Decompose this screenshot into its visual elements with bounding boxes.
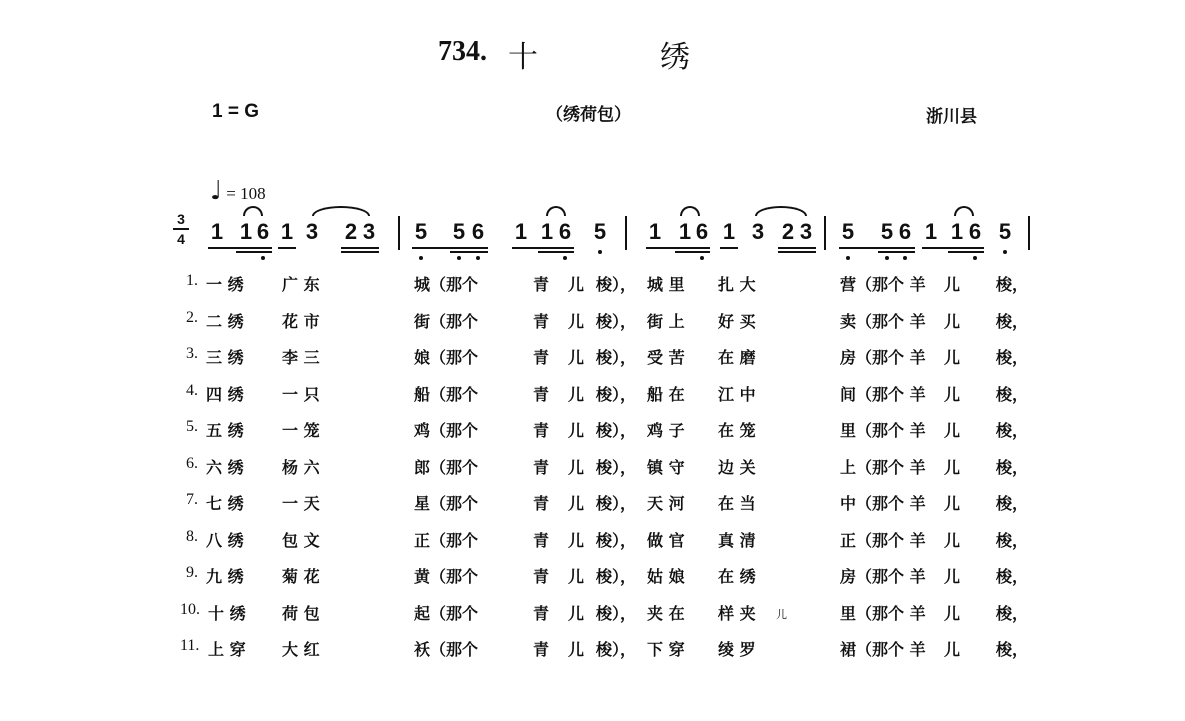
- beam-line: [839, 247, 915, 249]
- tempo-marking: [210, 178, 266, 204]
- beam-line: [450, 251, 488, 253]
- verse-row-2: [0, 305, 1185, 342]
- verse-number: 5.: [186, 418, 198, 435]
- lyric-c: 正: [414, 530, 431, 550]
- lyric-refrain2-suo: 梭，: [996, 640, 1029, 659]
- beam-line: [778, 251, 816, 253]
- note: 3: [362, 219, 376, 244]
- lyric-a: 三 绣: [206, 348, 244, 367]
- lyric-refrain2-suo: 梭，: [996, 567, 1029, 586]
- lyric-b: 荷 包: [282, 603, 320, 623]
- slur-arc: [312, 206, 370, 216]
- lyric-j: 间: [840, 384, 857, 404]
- verse-row-8: [0, 524, 1185, 561]
- verse-row-9: [0, 560, 1185, 597]
- low-octave-dot: [261, 256, 265, 260]
- verse-number: 4.: [186, 381, 198, 399]
- low-octave-dot: [563, 256, 567, 260]
- lyric-h: 镇 守: [647, 457, 685, 477]
- lyric-h: 姑 娘: [647, 567, 685, 586]
- song-number: 734.: [438, 36, 487, 67]
- jianpu-staff: [0, 220, 1185, 270]
- lyric-refrain2-er: 儿: [944, 421, 961, 440]
- note: 5: [880, 219, 894, 244]
- verse-row-6: [0, 451, 1185, 488]
- lyric-c: 鸡: [414, 421, 431, 440]
- beam-line: [412, 247, 488, 249]
- lyric-b: 菊 花: [282, 567, 320, 586]
- lyric-refrain2-er: 儿: [944, 640, 961, 659]
- lyric-c: 星: [414, 494, 431, 513]
- song-title-part2: 绣: [660, 40, 690, 75]
- lyric-i: 样 夹: [718, 603, 756, 623]
- beam-line: [208, 247, 272, 249]
- lyric-c: 娘: [414, 348, 431, 367]
- lyric-h: 鸡 子: [647, 421, 685, 440]
- lyric-refrain2: （那个 羊: [856, 311, 926, 331]
- verse-row-5: [0, 414, 1185, 451]
- lyric-h: 城 里: [647, 275, 685, 294]
- beam-line: [646, 247, 710, 249]
- lyric-c: 黄: [414, 567, 431, 586]
- note: 5: [998, 219, 1012, 244]
- bar-line: [824, 216, 826, 250]
- lyric-refrain-er: 儿: [568, 457, 585, 477]
- lyric-refrain2-suo: 梭，: [996, 384, 1029, 404]
- note: 5: [593, 219, 607, 244]
- lyric-j: 裙: [840, 640, 857, 659]
- beam-line: [778, 247, 816, 249]
- slur-arc: [680, 206, 700, 216]
- slur-arc: [243, 206, 263, 216]
- note: 3: [799, 219, 813, 244]
- lyric-refrain-suo: 梭），: [596, 530, 637, 550]
- lyric-refrain2-suo: 梭，: [996, 494, 1029, 513]
- lyric-b: 一 笼: [282, 421, 320, 440]
- verse-number: 7.: [186, 491, 198, 508]
- lyric-c: 船: [414, 384, 431, 404]
- lyric-b: 花 市: [282, 311, 320, 331]
- lyric-c: 袄: [414, 640, 431, 659]
- lyric-refrain-er: 儿: [568, 311, 585, 331]
- lyric-refrain2-er: 儿: [944, 603, 961, 623]
- verse-row-7: [0, 487, 1185, 524]
- lyric-refrain2-er: 儿: [944, 530, 961, 550]
- lyric-i: 好 买: [718, 311, 756, 331]
- lyric-refrain-suo: 梭），: [596, 384, 637, 404]
- lyric-refrain-qing: 青: [533, 348, 550, 367]
- lyric-refrain2: （那个 羊: [856, 348, 926, 367]
- tempo-value: = 108: [226, 184, 266, 203]
- lyric-refrain-suo: 梭），: [596, 640, 637, 659]
- lyric-refrain2: （那个 羊: [856, 494, 926, 513]
- quarter-note-icon: ♩: [210, 176, 223, 206]
- lyric-refrain-er: 儿: [568, 603, 585, 623]
- lyric-refrain: （那个: [430, 457, 479, 477]
- lyric-i-small: 儿: [776, 607, 787, 621]
- verse-number: 9.: [186, 564, 198, 581]
- low-octave-dot: [973, 256, 977, 260]
- verse-row-1: [0, 268, 1185, 305]
- lyric-refrain-er: 儿: [568, 348, 585, 367]
- lyric-refrain2-suo: 梭，: [996, 603, 1029, 623]
- lyric-refrain-qing: 青: [533, 530, 550, 550]
- note: 6: [256, 219, 270, 244]
- beam-line: [675, 251, 710, 253]
- note: 3: [751, 219, 765, 244]
- lyric-refrain: （那个: [430, 311, 479, 331]
- note: 1: [924, 219, 938, 244]
- verse-row-4: [0, 378, 1185, 415]
- beam-line: [720, 247, 738, 249]
- lyric-refrain-suo: 梭），: [596, 603, 637, 623]
- lyric-refrain-er: 儿: [568, 494, 585, 513]
- lyric-j: 房: [840, 567, 857, 586]
- lyric-refrain: （那个: [430, 603, 479, 623]
- beam-line: [236, 251, 272, 253]
- bar-line: [1028, 216, 1030, 250]
- verse-number: 10.: [180, 600, 200, 618]
- note: 5: [841, 219, 855, 244]
- beam-line: [538, 251, 574, 253]
- lyric-h: 船 在: [647, 384, 685, 404]
- lyric-j: 房: [840, 348, 857, 367]
- lyric-b: 一 天: [282, 494, 320, 513]
- lyric-b: 包 文: [282, 530, 320, 550]
- lyric-refrain-suo: 梭），: [596, 275, 637, 294]
- lyric-refrain2: （那个 羊: [856, 457, 926, 477]
- lyric-refrain2-suo: 梭，: [996, 421, 1029, 440]
- lyric-refrain2-suo: 梭，: [996, 275, 1029, 294]
- lyric-c: 起: [414, 603, 431, 623]
- lyric-a: 七 绣: [206, 494, 244, 513]
- beam-line: [922, 247, 984, 249]
- slur-arc: [546, 206, 566, 216]
- lyric-refrain-er: 儿: [568, 384, 585, 404]
- lyric-refrain-qing: 青: [533, 640, 550, 659]
- note: 5: [452, 219, 466, 244]
- note: 6: [695, 219, 709, 244]
- verse-number: 3.: [186, 345, 198, 362]
- slur-arc: [954, 206, 974, 216]
- lyric-refrain-suo: 梭），: [596, 494, 637, 513]
- low-octave-dot: [700, 256, 704, 260]
- lyric-refrain2-suo: 梭，: [996, 457, 1029, 477]
- lyric-refrain-er: 儿: [568, 421, 585, 440]
- low-octave-dot: [846, 256, 850, 260]
- low-octave-dot: [419, 256, 423, 260]
- lyric-refrain2-er: 儿: [944, 275, 961, 294]
- lyric-j: 营: [840, 275, 857, 294]
- note: 3: [305, 219, 319, 244]
- verse-number: 1.: [186, 272, 198, 289]
- time-signature-denominator: 4: [177, 231, 185, 247]
- note: 1: [514, 219, 528, 244]
- lyric-refrain-qing: 青: [533, 421, 550, 440]
- lyric-a: 二 绣: [206, 311, 244, 331]
- lyric-a: 四 绣: [206, 384, 244, 404]
- beam-line: [341, 247, 379, 249]
- lyric-refrain2-suo: 梭，: [996, 530, 1029, 550]
- beam-line: [341, 251, 379, 253]
- lyric-c: 街: [414, 311, 431, 331]
- lyric-a: 十 绣: [208, 603, 246, 623]
- note: 1: [210, 219, 224, 244]
- lyric-refrain2-er: 儿: [944, 457, 961, 477]
- lyric-i: 绫 罗: [718, 640, 756, 659]
- lyric-i: 在 当: [718, 494, 756, 513]
- lyric-refrain2-er: 儿: [944, 567, 961, 586]
- low-octave-dot: [476, 256, 480, 260]
- lyric-refrain-qing: 青: [533, 457, 550, 477]
- note: 1: [239, 219, 253, 244]
- low-octave-dot: [1003, 250, 1007, 254]
- lyric-refrain2-er: 儿: [944, 311, 961, 331]
- lyric-b: 杨 六: [282, 457, 320, 477]
- note: 1: [648, 219, 662, 244]
- lyric-refrain2: （那个 羊: [856, 421, 926, 440]
- time-signature-numerator: 3: [177, 211, 185, 227]
- lyric-c: 郎: [414, 457, 431, 477]
- lyric-a: 五 绣: [206, 421, 244, 440]
- lyric-refrain-qing: 青: [533, 275, 550, 294]
- lyric-refrain: （那个: [430, 640, 479, 659]
- lyric-refrain: （那个: [430, 494, 479, 513]
- note: 6: [898, 219, 912, 244]
- song-title-part1: 十: [508, 40, 538, 75]
- lyric-refrain-suo: 梭），: [596, 421, 637, 440]
- lyric-refrain-qing: 青: [533, 384, 550, 404]
- lyric-a: 八 绣: [206, 530, 244, 550]
- lyric-refrain2-er: 儿: [944, 384, 961, 404]
- lyric-h: 做 官: [647, 530, 685, 550]
- beam-line: [512, 247, 574, 249]
- verse-number: 6.: [186, 454, 198, 472]
- verse-row-3: [0, 341, 1185, 378]
- note: 6: [558, 219, 572, 244]
- lyric-refrain2-suo: 梭，: [996, 311, 1029, 331]
- lyric-refrain-qing: 青: [533, 311, 550, 331]
- lyric-a: 上 穿: [208, 640, 246, 659]
- lyric-j: 里: [840, 421, 857, 440]
- lyric-a: 六 绣: [206, 457, 244, 477]
- lyric-refrain: （那个: [430, 384, 479, 404]
- lyric-refrain2: （那个 羊: [856, 603, 926, 623]
- lyric-refrain-er: 儿: [568, 275, 585, 294]
- lyric-refrain2-suo: 梭，: [996, 348, 1029, 367]
- lyric-i: 在 笼: [718, 421, 756, 440]
- lyric-j: 里: [840, 603, 857, 623]
- lyric-refrain: （那个: [430, 530, 479, 550]
- lyric-i: 扎 大: [718, 275, 756, 294]
- lyric-h: 天 河: [647, 494, 685, 513]
- note: 1: [722, 219, 736, 244]
- lyric-i: 真 清: [718, 530, 756, 550]
- lyric-h: 街 上: [647, 311, 685, 331]
- bar-line: [398, 216, 400, 250]
- beam-line: [948, 251, 984, 253]
- song-subtitle: （绣荷包）: [546, 105, 631, 125]
- verse-number: 8.: [186, 527, 198, 545]
- lyric-refrain: （那个: [430, 275, 479, 294]
- note: 2: [344, 219, 358, 244]
- lyric-refrain-suo: 梭），: [596, 311, 637, 331]
- note: 1: [280, 219, 294, 244]
- beam-line: [878, 251, 915, 253]
- lyric-refrain2: （那个 羊: [856, 275, 926, 294]
- lyric-a: 九 绣: [206, 567, 244, 586]
- lyric-c: 城: [414, 275, 431, 294]
- lyric-refrain-qing: 青: [533, 603, 550, 623]
- lyric-refrain: （那个: [430, 421, 479, 440]
- verse-number: 11.: [180, 637, 200, 654]
- lyric-refrain-er: 儿: [568, 640, 585, 659]
- lyric-i: 在 磨: [718, 348, 756, 367]
- lyric-j: 正: [840, 530, 857, 550]
- lyric-refrain2-er: 儿: [944, 494, 961, 513]
- note: 1: [950, 219, 964, 244]
- lyric-i: 在 绣: [718, 567, 756, 586]
- lyric-b: 广 东: [282, 275, 320, 294]
- key-signature: 1 = G: [212, 101, 259, 122]
- lyric-h: 下 穿: [647, 640, 685, 659]
- note: 1: [540, 219, 554, 244]
- note: 2: [781, 219, 795, 244]
- lyric-i: 边 关: [718, 457, 756, 477]
- lyric-j: 上: [840, 457, 857, 477]
- lyric-h: 夹 在: [647, 603, 685, 623]
- lyric-b: 李 三: [282, 348, 320, 367]
- lyric-a: 一 绣: [206, 275, 244, 294]
- note: 1: [678, 219, 692, 244]
- verse-row-11: [0, 633, 1185, 670]
- lyric-refrain-suo: 梭），: [596, 348, 637, 367]
- lyric-refrain: （那个: [430, 567, 479, 586]
- lyric-refrain2: （那个 羊: [856, 384, 926, 404]
- verse-number: 2.: [186, 308, 198, 326]
- lyric-b: 大 红: [282, 640, 320, 659]
- beam-line: [278, 247, 296, 249]
- lyric-refrain-er: 儿: [568, 567, 585, 586]
- lyric-j: 卖: [840, 311, 857, 331]
- note: 6: [471, 219, 485, 244]
- lyric-refrain-suo: 梭），: [596, 457, 637, 477]
- low-octave-dot: [885, 256, 889, 260]
- bar-line: [625, 216, 627, 250]
- lyric-b: 一 只: [282, 384, 320, 404]
- low-octave-dot: [598, 250, 602, 254]
- lyric-j: 中: [840, 494, 857, 513]
- lyrics-block: [0, 268, 1185, 670]
- lyric-i: 江 中: [718, 384, 756, 404]
- lyric-refrain-suo: 梭），: [596, 567, 637, 586]
- note: 5: [414, 219, 428, 244]
- verse-row-10: [0, 597, 1185, 634]
- low-octave-dot: [903, 256, 907, 260]
- low-octave-dot: [457, 256, 461, 260]
- lyric-h: 受 苦: [647, 348, 685, 367]
- lyric-refrain-qing: 青: [533, 567, 550, 586]
- region-label: 浙川县: [926, 107, 977, 127]
- lyric-refrain: （那个: [430, 348, 479, 367]
- lyric-refrain2: （那个 羊: [856, 567, 926, 586]
- lyric-refrain2: （那个 羊: [856, 640, 926, 659]
- lyric-refrain-er: 儿: [568, 530, 585, 550]
- lyric-refrain2-er: 儿: [944, 348, 961, 367]
- lyric-refrain-qing: 青: [533, 494, 550, 513]
- note: 6: [968, 219, 982, 244]
- lyric-refrain2: （那个 羊: [856, 530, 926, 550]
- slur-arc: [755, 206, 807, 216]
